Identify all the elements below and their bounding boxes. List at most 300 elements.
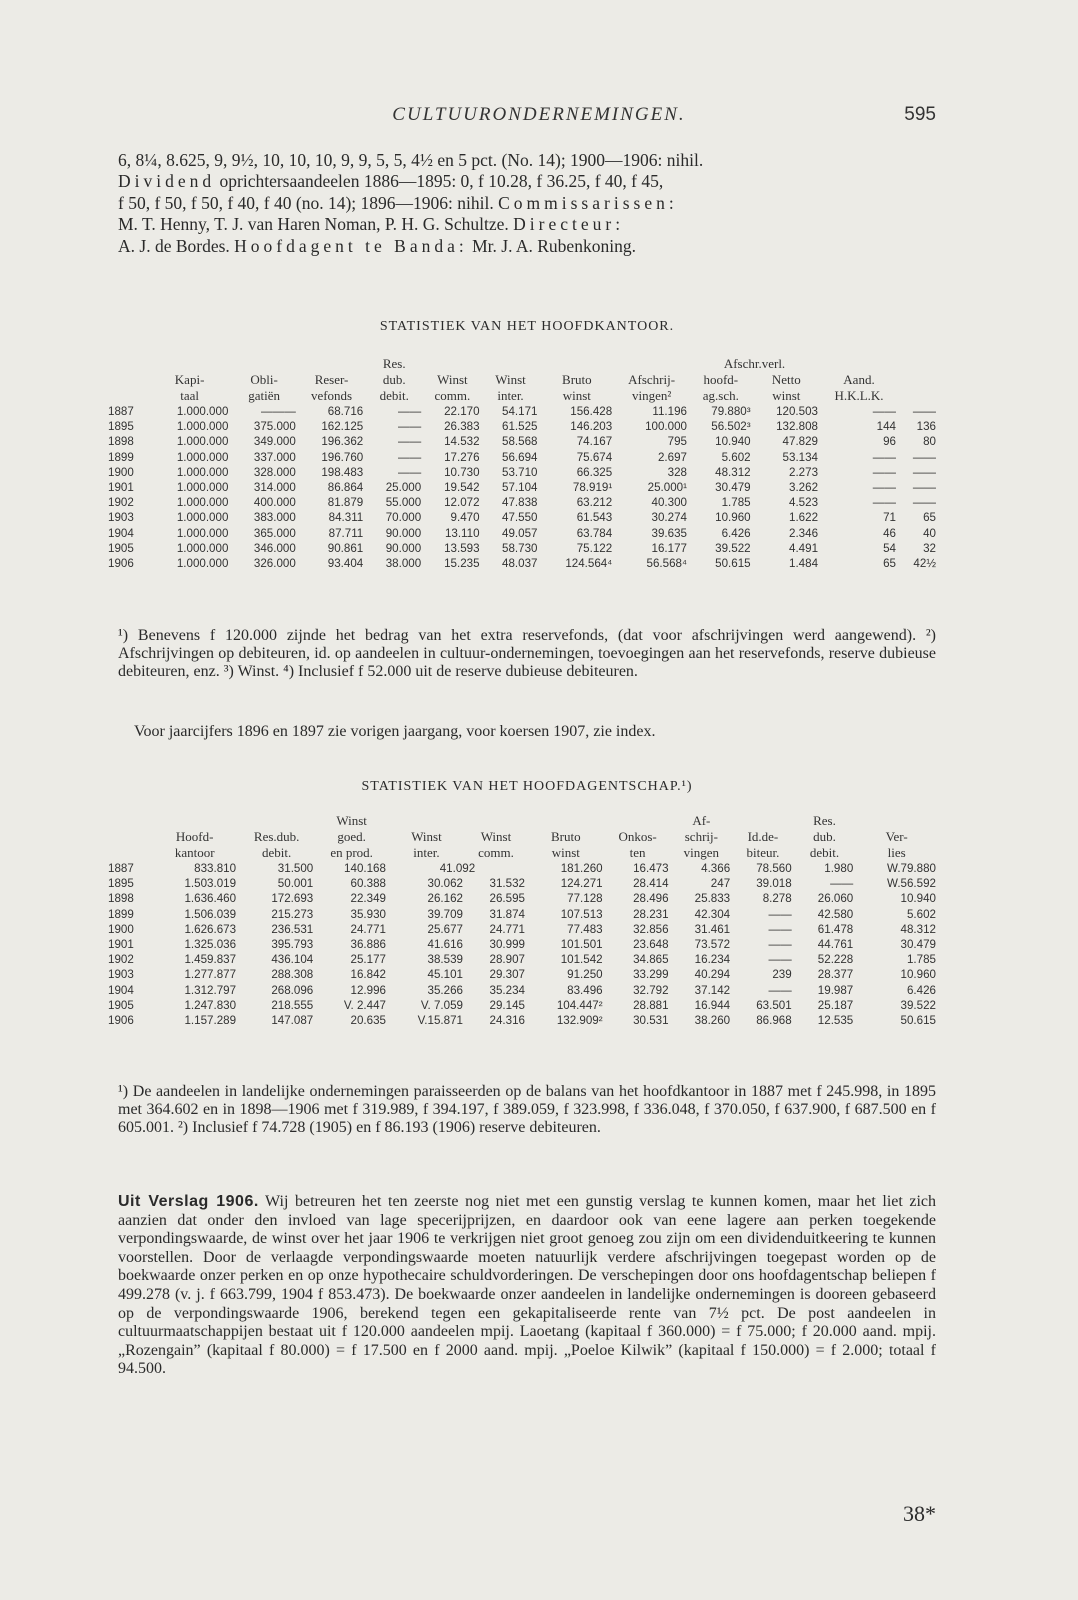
table2-value-cell: 31.500: [277, 862, 314, 875]
table1-header-cell: [614, 356, 689, 372]
table1-value-cell: ——: [912, 481, 936, 495]
table1-value-cell: 136: [916, 420, 936, 434]
table1-value-cell: 124.564⁴: [565, 557, 613, 571]
table2-value-cell: 101.542: [560, 953, 603, 967]
table1-year-cell: 1887: [108, 405, 134, 418]
table1-value-cell: 71: [883, 511, 896, 525]
table1-value-cell: 47.550: [502, 511, 538, 525]
verslag-text: Wij betreuren het ten zeerste nog niet met een gunstig verslag te kunnen komen, maar het liet zich aanzien dat onder den invloed van lage specerijprijzen, en daardoor ook van eene lagere aan perken toegekende verpondingswaarde, de winst over het jaar 1906 te verkrijgen niet groot genoeg zou zijn om een dividenduitkeering te kunnen voorstellen. Door de verlaagde verpondingswaarde moeten natuurlijk verdere afschrijvingen toegepast worden op de boekwaarde onzer perken en op onze hypothecaire schuldvorderingen. De verschepingen door ons hoofdagentschap beliepen f 499.278 (v. j. f 663.799, 1904 f 853.473). De boekwaarde onzer aandeelen in landelijke ondernemingen is dooreen gebaseerd op de verpondingswaarde 1906, berekend tegen een gekapitaliseerde rente van 7½ pct. De post aandeelen in cultuurmaatschappijen bestaat uit f 120.000 aandeelen mpij. Laoetang (kapitaal f 360.000) = f 75.000; f 20.000 aand. mpij. „Rozengain” (kapitaal f 80.000) = f 17.500 en f 2000 aand. mpij. „Poeloe Kilwik” (kapitaal f 150.000) = f 2.000; totaal f 94.500.: [118, 1193, 937, 1378]
table1-header-cell: H.K.L.K.: [834, 388, 884, 403]
table2-header-cell: comm.: [478, 845, 514, 860]
table1-header-cell: debit.: [379, 388, 409, 403]
table2-value-cell: 1.277.877: [184, 968, 237, 982]
table2-value-cell: 50.615: [900, 1014, 936, 1028]
table2-value-cell: 38.539: [427, 953, 463, 967]
table1-value-cell: 10.940: [715, 435, 751, 449]
table1-value-cell: ———: [261, 405, 296, 418]
hoofdkantoor-table: [108, 356, 938, 571]
table1-value-cell: 40: [923, 526, 936, 540]
table1-value-cell: 39.522: [715, 541, 751, 555]
table2-value-cell: 42.580: [817, 907, 854, 921]
table1-value-cell: ——: [872, 405, 896, 418]
table2-value-cell: 41.616: [427, 938, 463, 952]
table2-row: [108, 983, 938, 998]
table2-year-cell: 1898: [108, 892, 134, 906]
table2-header-cell: debit.: [809, 845, 840, 860]
table1-year-cell: 1904: [108, 526, 134, 540]
dividend-label: Dividend: [118, 171, 216, 192]
table1-value-cell: 328.000: [253, 465, 296, 479]
table1-value-cell: ——: [912, 465, 936, 479]
table2-value-cell: 44.761: [817, 938, 854, 952]
table1-value-cell: 48.037: [502, 557, 538, 571]
table1-header-cell: [898, 356, 938, 372]
table1-value-cell: 90.000: [385, 541, 422, 555]
table2-row: [108, 952, 938, 967]
table2-header-cell: vingen: [683, 845, 720, 860]
table1-value-cell: 66.325: [576, 465, 613, 479]
table2-value-cell: 39.522: [900, 998, 936, 1012]
table2-value-cell: 1.626.673: [184, 922, 237, 936]
table2-value-cell: 42.304: [694, 907, 731, 921]
table2-value-cell: 48.312: [900, 922, 936, 936]
table1-value-cell: 81.879: [327, 496, 364, 510]
table1-value-cell: ——: [912, 496, 936, 510]
table1-value-cell: 53.710: [502, 465, 538, 479]
table2-value-cell: 181.260: [560, 862, 603, 875]
table1-value-cell: 30.479: [715, 481, 751, 495]
table2-value-cell: 1.506.039: [184, 907, 237, 921]
table2-value-cell: 1.636.460: [184, 892, 237, 906]
table1-value-cell: 53.134: [782, 450, 819, 464]
table1-value-cell: 120.503: [776, 405, 819, 418]
table1-header-cell: Obli-: [250, 372, 278, 387]
table1-value-cell: 400.000: [253, 496, 296, 510]
table2-value-cell: 8.278: [762, 892, 792, 906]
table1-value-cell: 68.716: [327, 405, 364, 418]
verslag-heading: Uit Verslag 1906.: [118, 1193, 259, 1210]
table2-value-cell: 1.980: [824, 862, 854, 875]
table2-value-cell: 83.496: [567, 983, 603, 997]
table1-header-cell: ag.sch.: [702, 388, 739, 403]
table1-value-cell: 65: [883, 557, 896, 571]
table1-year-cell: 1899: [108, 450, 134, 464]
table1-value-cell: 337.000: [253, 450, 296, 464]
table1-value-cell: 48.312: [715, 465, 751, 479]
table1-header-cell: Afschr.verl.: [723, 356, 786, 371]
table2-header-cell: Bruto: [550, 829, 581, 844]
table2-header-cell: debit.: [262, 845, 292, 860]
table1-header-row: [108, 388, 938, 404]
table2-value-cell: 124.271: [560, 877, 603, 891]
table2-value-cell: 1.325.036: [184, 938, 237, 952]
table1-value-cell: 4.491: [789, 541, 819, 555]
table1-header-cell: [298, 356, 365, 372]
table1-value-cell: 1.000.000: [176, 465, 229, 479]
table2-value-cell: 35.234: [489, 983, 525, 997]
table1-value-cell: 9.470: [450, 511, 480, 525]
table2-value-cell: ——: [768, 983, 792, 997]
table2-row: [108, 891, 938, 906]
table1-header-cell: [539, 356, 614, 372]
table1-row: [108, 526, 938, 541]
table1-value-cell: 12.072: [444, 496, 480, 510]
table1-value-cell: 57.104: [502, 481, 538, 495]
table1-value-cell: 58.730: [502, 541, 538, 555]
table2-header-row: [108, 829, 938, 845]
table1-value-cell: 49.057: [502, 526, 538, 540]
table1-value-cell: ——: [872, 465, 896, 479]
jaarcijfers-note: Voor jaarcijfers 1896 en 1897 zie vorigen jaargang, voor koersen 1907, zie index.: [134, 723, 656, 740]
table2-value-cell: 37.142: [694, 983, 731, 997]
table2-value-cell: 1.247.830: [184, 998, 237, 1012]
table1-value-cell: 1.000.000: [176, 511, 229, 525]
table1-header-cell: [230, 356, 297, 372]
table2-value-cell: 29.145: [489, 998, 525, 1012]
table2-value-cell: 28.907: [489, 953, 525, 967]
table1-header-cell: Afschrij-: [628, 372, 676, 387]
table1-value-cell: 54: [883, 541, 896, 555]
hoofdagent-label: Hoofdagent te Banda:: [234, 235, 468, 256]
table2-value-cell: 77.128: [567, 892, 603, 906]
table2-value-cell: 22.349: [350, 892, 386, 906]
table2-value-cell: 30.479: [900, 938, 936, 952]
table1-row: [108, 495, 938, 510]
table2-header-cell: winst: [551, 845, 580, 860]
table2-value-cell: 247: [710, 877, 731, 891]
table1-value-cell: 65: [923, 511, 936, 525]
table1-value-cell: 100.000: [645, 420, 687, 434]
table2-value-cell: 218.555: [271, 998, 314, 1012]
table1-value-cell: 55.000: [385, 496, 422, 510]
table2-value-cell: 33.299: [633, 968, 669, 982]
table2-value-cell: 101.501: [560, 938, 603, 952]
table2-value-cell: 30.531: [633, 1014, 669, 1028]
table2-header-cell: inter.: [413, 845, 440, 860]
table2-header-cell: kantoor: [174, 845, 215, 860]
intro-line-1: 6, 8¼, 8.625, 9, 9½, 10, 10, 10, 9, 9, 5, 5, 4½ en 5 pct. (No. 14); 1900—1906: nihil.: [118, 150, 704, 170]
table2-value-cell: 28.496: [633, 892, 669, 906]
table1-value-cell: 19.542: [444, 481, 480, 495]
table2-header-cell: [527, 813, 605, 829]
table1-value-cell: 795: [667, 435, 687, 449]
table1-year-cell: 1901: [108, 481, 134, 495]
table1-value-cell: 22.170: [444, 405, 480, 418]
table2-year-cell: 1900: [108, 922, 134, 936]
table1-value-cell: 26.383: [444, 420, 480, 434]
table2-value-cell: V.15.871: [417, 1014, 463, 1028]
table2-value-cell: W.79.880: [887, 862, 936, 875]
table2-value-cell: 16.842: [350, 968, 386, 982]
table1-value-cell: 61.525: [502, 420, 538, 434]
table1-row: [108, 465, 938, 480]
table2-value-cell: 61.478: [817, 922, 854, 936]
table2-header-cell: [855, 813, 938, 829]
table1-header-cell: [108, 356, 149, 372]
table2-header-cell: [108, 845, 151, 861]
table2-value-cell: 73.572: [694, 938, 731, 952]
table1-value-cell: 93.404: [327, 557, 364, 571]
table1-year-cell: 1902: [108, 496, 134, 510]
table2-value-cell: 16.473: [633, 862, 669, 875]
table2-year-cell: 1905: [108, 998, 134, 1012]
table2-header-cell: Hoofd-: [175, 829, 214, 844]
table1-value-cell: 80: [923, 435, 936, 449]
table2-header-cell: Ver-: [885, 829, 908, 844]
table2-value-cell: 1.503.019: [184, 877, 237, 891]
table1-header-cell: dub.: [382, 372, 406, 387]
table1-header-cell: Netto: [771, 372, 801, 387]
table2-value-cell: 436.104: [271, 953, 314, 967]
table1-value-cell: 1.000.000: [176, 450, 229, 464]
table1-value-cell: 196.362: [321, 435, 364, 449]
table1-value-cell: ——: [398, 420, 422, 434]
table1-value-cell: 47.829: [782, 435, 819, 449]
table1-value-cell: 132.808: [776, 420, 819, 434]
table2-year-cell: 1895: [108, 877, 134, 891]
table1-header-cell: winst: [772, 388, 801, 403]
table1-header-cell: Reser-: [314, 372, 349, 387]
table2-value-cell: 28.231: [633, 907, 669, 921]
table2-value-cell: 25.677: [427, 922, 463, 936]
table1-value-cell: 16.177: [651, 541, 687, 555]
table2-value-cell: 29.307: [489, 968, 525, 982]
table2-value-cell: 132.909²: [556, 1014, 603, 1028]
table2-header-cell: Id.de-: [747, 829, 779, 844]
table2-header-cell: [238, 813, 315, 829]
table2-value-cell: 26.162: [427, 892, 463, 906]
table1-value-cell: ——: [872, 496, 896, 510]
table2-row: [108, 998, 938, 1013]
table1-header-cell: [108, 388, 149, 404]
table2-value-cell: 52.228: [817, 953, 854, 967]
table2-footnote: ¹) De aandeelen in landelijke ondernemingen paraisseerden op de balans van het hoofdkantoor in 1887 met f 245.998, in 1895 met 364.602 en in 1898—1906 met f 319.989, f 394.197, f 389.059, f 323.998, f 336.048, f 370.050, f 637.900, f 687.500 en f 605.001. ²) Inclusief f 74.728 (1905) en f 86.193 (1906) reserve debiteuren.: [118, 1083, 936, 1136]
table2-value-cell: 39.018: [756, 877, 792, 891]
table2-value-cell: V. 2.447: [343, 998, 386, 1012]
table2-value-cell: 236.531: [271, 922, 314, 936]
table1-value-cell: 1.000.000: [176, 420, 229, 434]
table1-value-cell: ——: [912, 450, 936, 464]
table2-header-row: [108, 845, 938, 861]
table1-row: [108, 480, 938, 495]
table1-header-cell: [482, 356, 540, 372]
table1-header-cell: vefonds: [310, 388, 353, 403]
table1-year-cell: 1895: [108, 420, 134, 434]
table1-value-cell: 30.274: [651, 511, 687, 525]
table1-header-cell: taal: [180, 388, 199, 403]
table2-value-cell: 140.168: [344, 862, 386, 875]
table1-value-cell: 2.273: [789, 465, 819, 479]
table2-value-cell: 215.273: [271, 907, 314, 921]
table2-value-cell: 23.648: [633, 938, 669, 952]
table1-value-cell: 375.000: [253, 420, 296, 434]
running-title: CULTUURONDERNEMINGEN.: [392, 104, 686, 125]
table2-header-cell: Res.: [813, 813, 836, 828]
table1-header-cell: vingen²: [631, 388, 672, 403]
table2-value-cell: 24.771: [489, 922, 525, 936]
table1-value-cell: 365.000: [253, 526, 296, 540]
table2-header-cell: Af-: [692, 813, 711, 828]
table1-value-cell: 39.635: [651, 526, 687, 540]
table2-value-cell: 1.459.837: [184, 953, 237, 967]
table1-value-cell: 196.760: [321, 450, 364, 464]
table1-value-cell: 63.212: [576, 496, 613, 510]
table2-value-cell: 38.260: [694, 1014, 731, 1028]
table2-value-cell: 32.856: [633, 922, 669, 936]
table2-row: [108, 967, 938, 982]
table1-value-cell: 56.568⁴: [646, 557, 687, 571]
table2-header-cell: Winst: [480, 829, 512, 844]
table1-value-cell: 1.000.000: [176, 481, 229, 495]
table1-value-cell: 79.880³: [711, 405, 751, 418]
table1-value-cell: 63.784: [576, 526, 613, 540]
table1-header-cell: Aand.: [843, 372, 875, 387]
intro-line-4: M. T. Henny, T. J. van Haren Noman, P. H. G. Schultze.: [118, 214, 514, 235]
table1-header-cell: [108, 372, 149, 388]
table2-row: [108, 1013, 938, 1028]
table2-value-cell: 19.987: [817, 983, 854, 997]
table2-year-cell: 1902: [108, 953, 134, 967]
page-number: 595: [904, 104, 936, 125]
table1-value-cell: 1.000.000: [176, 526, 229, 540]
table1-value-cell: 56.502³: [711, 420, 751, 434]
table1-value-cell: 1.000.000: [176, 541, 229, 555]
table2-value-cell: 36.886: [350, 938, 386, 952]
table2-value-cell: 24.771: [350, 922, 386, 936]
table2-value-cell: 10.940: [900, 892, 936, 906]
table2-value-cell: 395.793: [271, 938, 314, 952]
table1-value-cell: 25.000¹: [647, 481, 687, 495]
table2-value-cell: 77.483: [567, 922, 603, 936]
table1-value-cell: 46: [883, 526, 896, 540]
table1-value-cell: 156.428: [570, 405, 613, 418]
table2-value-cell: 32.792: [633, 983, 669, 997]
table1-value-cell: ——: [398, 450, 422, 464]
table2-value-cell: 41.092: [439, 862, 476, 875]
table1-value-cell: 74.167: [576, 435, 613, 449]
table1-value-cell: 50.615: [715, 557, 751, 571]
table1-header-cell: Winst: [437, 372, 468, 387]
table1-title: STATISTIEK VAN HET HOOFDKANTOOR.: [379, 319, 675, 334]
table1-header-cell: Bruto: [562, 372, 592, 387]
table1-value-cell: 349.000: [253, 435, 296, 449]
table1-row: [108, 404, 938, 419]
hoofdagentschap-table: [108, 813, 938, 1028]
table1-value-cell: 90.861: [327, 541, 364, 555]
table1-row: [108, 450, 938, 465]
intro-paragraph: [118, 150, 936, 257]
table2-header-cell: [465, 813, 527, 829]
table2-year-cell: 1903: [108, 968, 134, 982]
table1-value-cell: 75.674: [576, 450, 613, 464]
table1-value-cell: ——: [872, 450, 896, 464]
table1-value-cell: 75.122: [576, 541, 613, 555]
table1-value-cell: 144: [876, 420, 896, 434]
table2-value-cell: 268.096: [271, 983, 314, 997]
table1-value-cell: 1.000.000: [176, 435, 229, 449]
table2-year-cell: 1904: [108, 983, 134, 997]
table1-value-cell: 40.300: [651, 496, 687, 510]
table2-value-cell: 30.062: [427, 877, 463, 891]
table2-value-cell: 20.635: [350, 1014, 386, 1028]
table1-value-cell: 96: [883, 435, 896, 449]
table1-footnote: ¹) Benevens f 120.000 zijnde het bedrag van het extra reservefonds, (dat voor afschrijvingen werd aangewend). ²) Afschrijvingen op debiteuren, id. op aandeelen in cultuur-ondernemingen, toevoegingen aan het reservefonds, reserve dubieuse debiteuren, enz. ³) Winst. ⁴) Inclusief f 52.000 uit de reserve dubieuse debiteuren.: [118, 627, 936, 680]
table1-header-cell: Res.: [382, 356, 406, 371]
table1-value-cell: 90.000: [385, 526, 422, 540]
table1-header-cell: inter.: [497, 388, 524, 403]
table1-year-cell: 1905: [108, 541, 134, 555]
running-header: [0, 104, 1078, 130]
table2-value-cell: 91.250: [567, 968, 603, 982]
table1-value-cell: 10.960: [715, 511, 751, 525]
table1-value-cell: 1.622: [789, 511, 819, 525]
table2-value-cell: 86.968: [756, 1014, 792, 1028]
table2-row: [108, 937, 938, 952]
table2-value-cell: 25.833: [694, 892, 731, 906]
table1-row: [108, 556, 938, 571]
table2-value-cell: ——: [768, 922, 792, 936]
table2-value-cell: 50.001: [277, 877, 314, 891]
table1-value-cell: 87.711: [328, 526, 364, 540]
table1-header-cell: hoofd-: [703, 372, 739, 387]
table1-value-cell: 3.262: [789, 481, 819, 495]
table1-value-cell: 13.593: [444, 541, 480, 555]
table2-value-cell: 78.560: [756, 862, 792, 875]
table1-value-cell: 11.196: [652, 405, 687, 418]
table2-value-cell: W.56.592: [887, 877, 936, 891]
table1-value-cell: 17.276: [444, 450, 480, 464]
table2-header-cell: [108, 829, 151, 845]
table2-value-cell: 35.266: [427, 983, 463, 997]
table1-value-cell: 32: [923, 541, 936, 555]
table2-header-cell: [108, 813, 151, 829]
table2-value-cell: 40.294: [694, 968, 731, 982]
table2-header-cell: Winst: [336, 813, 367, 828]
table2-header-cell: Res.dub.: [253, 829, 300, 844]
table1-value-cell: 314.000: [253, 481, 296, 495]
table1-header-cell: winst: [562, 388, 591, 403]
table1-value-cell: 25.000: [385, 481, 422, 495]
table2-value-cell: ——: [768, 907, 792, 921]
table1-value-cell: 383.000: [253, 511, 296, 525]
table2-value-cell: ——: [768, 953, 792, 967]
table2-value-cell: 16.234: [694, 953, 731, 967]
table2-value-cell: 104.447²: [556, 998, 603, 1012]
table2-value-cell: 1.157.289: [184, 1014, 237, 1028]
table2-value-cell: 107.513: [560, 907, 603, 921]
table2-header-cell: [151, 813, 238, 829]
table2-header-cell: en prod.: [330, 845, 373, 860]
table2-value-cell: 833.810: [194, 862, 237, 875]
table2-value-cell: 1.312.797: [184, 983, 237, 997]
table2-value-cell: 63.501: [756, 998, 792, 1012]
table1-value-cell: 326.000: [253, 557, 296, 571]
table1-header-cell: [820, 356, 898, 372]
table2-header-row: [108, 813, 938, 829]
table1-year-cell: 1906: [108, 557, 134, 571]
table1-header-cell: [423, 356, 481, 372]
table2-value-cell: 25.177: [350, 953, 386, 967]
table1-value-cell: 56.694: [502, 450, 538, 464]
table2-value-cell: V. 7.059: [420, 998, 463, 1012]
table2-value-cell: 31.532: [489, 877, 525, 891]
table2-wrapper: [108, 813, 938, 1028]
table2-header-cell: schrij-: [684, 829, 718, 844]
intro-line-3: f 50, f 50, f 50, f 40, f 40 (no. 14); 1896—1906: nihil.: [118, 192, 499, 213]
table1-value-cell: ——: [398, 405, 422, 418]
table2-header-cell: ten: [629, 845, 646, 860]
table2-value-cell: 45.101: [427, 968, 463, 982]
